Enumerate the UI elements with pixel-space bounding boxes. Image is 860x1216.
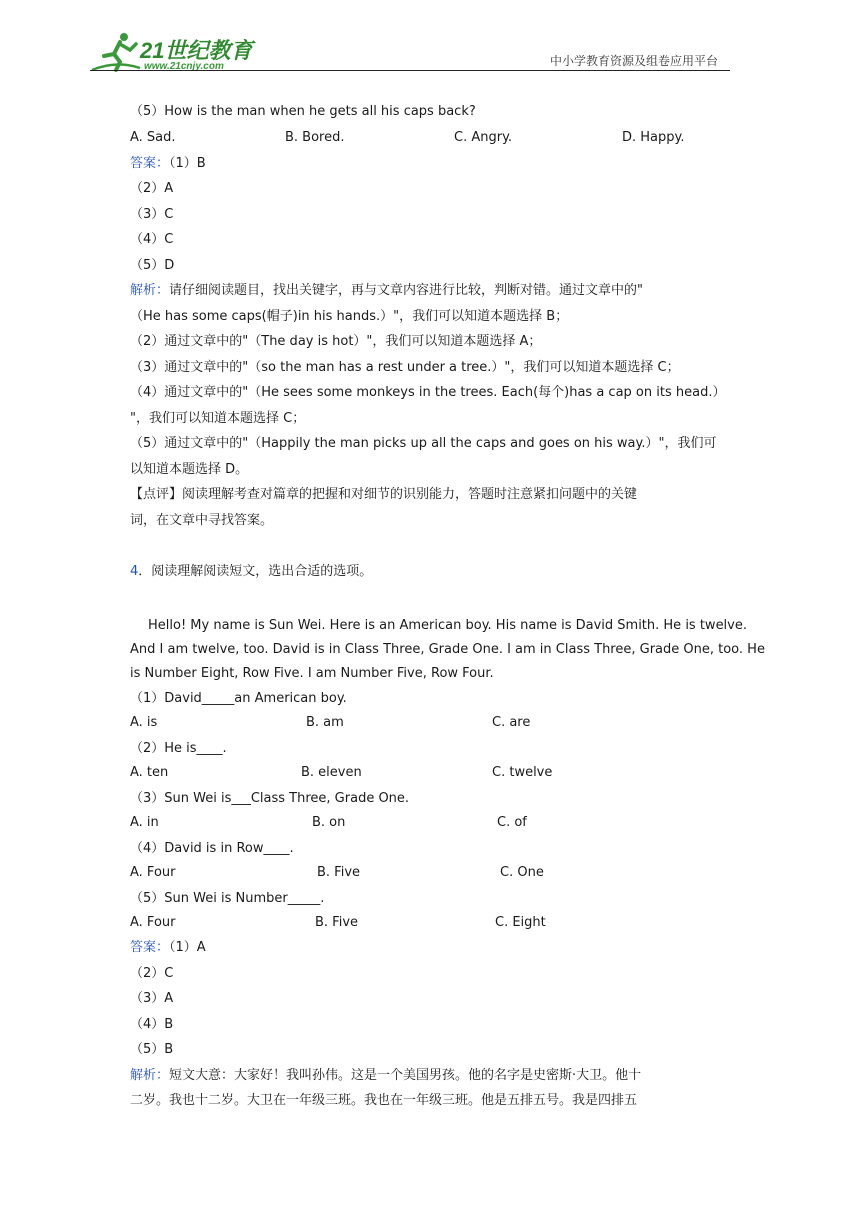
comment-text: 【点评】阅读理解考查对篇章的把握和对细节的识别能力，答题时注意紧扣问题中的关键: [130, 487, 638, 502]
answer-item: （5）D: [130, 258, 175, 273]
q3-analysis-line: [130, 282, 643, 300]
answer-item: （3）C: [130, 207, 174, 222]
option-b: B. Five: [315, 915, 359, 930]
answer-label: 答案：: [130, 156, 170, 171]
option-b: B. am: [306, 715, 344, 730]
q3-q5-option-c: C. Angry.: [454, 130, 513, 145]
analysis-text: （5）通过文章中的"（Happily the man picks up all the caps and goes on his way.）"，我们可: [130, 436, 717, 451]
answer-item: （4）B: [130, 1017, 174, 1032]
q3-answer-line: [130, 155, 206, 173]
answer-item: （2）C: [130, 966, 174, 981]
question-stem: （5）Sun Wei is Number_____.: [130, 891, 325, 906]
option-b: B. eleven: [301, 765, 362, 780]
passage-line: And I am twelve, too. David is in Class Three, Grade One. I am in Class Three, Grade One, too. He: [130, 642, 765, 657]
analysis-text: （He has some caps(帽子)in his hands.）"，我们可以知道本题选择 B；: [130, 309, 569, 324]
analysis-label: 解析：: [130, 283, 170, 298]
question-stem: （4）David is in Row____.: [130, 841, 294, 856]
answer-item: （4）C: [130, 232, 174, 247]
analysis-text: （2）通过文章中的"（The day is hot）"，我们可以知道本题选择 A；: [130, 334, 542, 349]
analysis-text: （3）通过文章中的"（so the man has a rest under a tree.）"，我们可以知道本题选择 C；: [130, 360, 680, 375]
page-header: [90, 30, 732, 74]
runner-logo-icon: [90, 30, 142, 74]
option-c: C. twelve: [492, 765, 553, 780]
analysis-text: （4）通过文章中的"（He sees some monkeys in the trees. Each(每个)has a cap on its head.）: [130, 385, 726, 400]
logo-url: www.21cnjy.com: [144, 61, 224, 72]
option-c: C. One: [500, 865, 544, 880]
comment-text: 词，在文章中寻找答案。: [130, 513, 274, 528]
option-c: C. Eight: [495, 915, 546, 930]
passage-line: Hello! My name is Sun Wei. Here is an American boy. His name is David Smith. He is twelve.: [148, 618, 747, 633]
option-a: A. Four: [130, 865, 176, 880]
analysis-text: "，我们可以知道本题选择 C；: [130, 411, 306, 426]
header-divider: [90, 70, 730, 71]
option-a: A. Four: [130, 915, 176, 930]
passage-line: is Number Eight, Row Five. I am Number Five, Row Four.: [130, 666, 494, 681]
answer-item: （2）A: [130, 181, 174, 196]
answer-item: （1）A: [169, 940, 206, 955]
option-c: C. are: [492, 715, 531, 730]
analysis-text: 二岁。我也十二岁。大卫在一年级三班。我也在一年级三班。他是五排五号。我是四排五: [130, 1093, 638, 1108]
q4-analysis-line: [130, 1067, 641, 1085]
option-b: B. Five: [317, 865, 361, 880]
q4-heading: [130, 563, 372, 581]
question-stem: （3）Sun Wei is___Class Three, Grade One.: [130, 791, 410, 806]
option-a: A. ten: [130, 765, 169, 780]
q4-answer-line: [130, 939, 206, 957]
analysis-label: 解析：: [130, 1068, 170, 1083]
q3-q5-option-d: D. Happy.: [622, 130, 685, 145]
answer-item: （5）B: [130, 1042, 174, 1057]
answer-item: （1）B: [169, 156, 206, 171]
question-stem: （2）He is____.: [130, 741, 227, 756]
question-instruction: ．阅读理解阅读短文，选出合适的选项。: [138, 564, 373, 579]
option-c: C. of: [497, 815, 527, 830]
q3-q5-option-b: B. Bored.: [285, 130, 345, 145]
platform-name: 中小学教育资源及组卷应用平台: [549, 54, 718, 68]
q3-q5-option-a: A. Sad.: [130, 130, 176, 145]
answer-item: （3）A: [130, 991, 174, 1006]
question-number: 4: [130, 564, 139, 579]
logo-text: 21世纪教育: [140, 38, 253, 63]
answer-label: 答案：: [130, 940, 170, 955]
analysis-text: 请仔细阅读题目，找出关键字，再与文章内容进行比较，判断对错。通过文章中的": [169, 283, 643, 298]
option-a: A. in: [130, 815, 159, 830]
logo: [90, 30, 280, 74]
analysis-text: 以知道本题选择 D。: [130, 462, 249, 477]
q3-q5-stem: （5）How is the man when he gets all his caps back?: [130, 104, 476, 119]
option-a: A. is: [130, 715, 158, 730]
analysis-text: 短文大意：大家好！我叫孙伟。这是一个美国男孩。他的名字是史密斯·大卫。他十: [169, 1068, 642, 1083]
question-stem: （1）David_____an American boy.: [130, 691, 347, 706]
option-b: B. on: [312, 815, 346, 830]
